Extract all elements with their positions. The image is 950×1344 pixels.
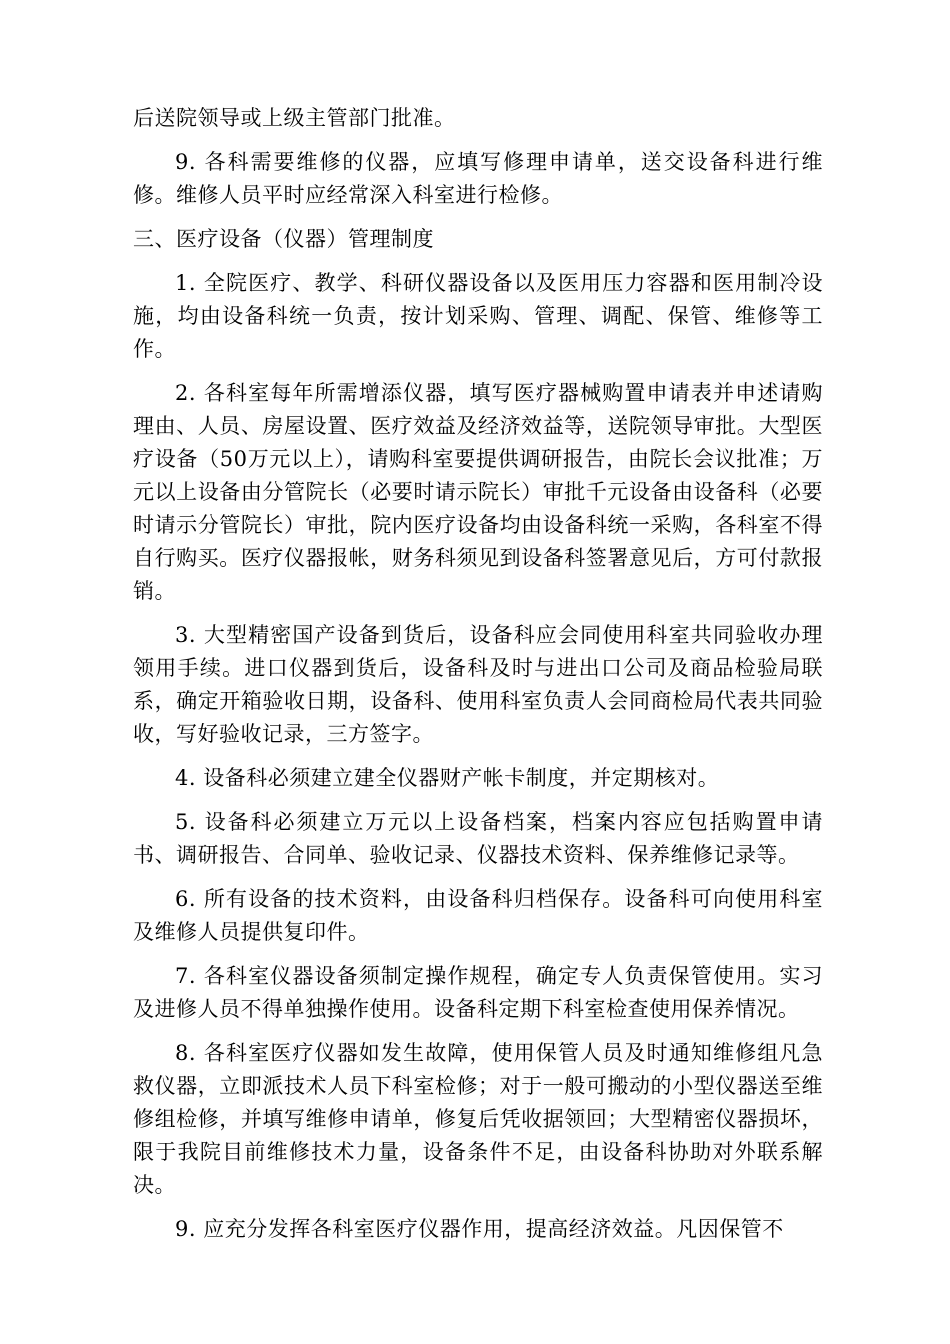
section-heading: 三、医疗设备（仪器）管理制度: [133, 227, 434, 251]
paragraph-continuation: 后送院领导或上级主管部门批准。: [133, 106, 456, 130]
paragraph-item-5: 5. 设备科必须建立万元以上设备档案，档案内容应包括购置申请书、调研报告、合同单、验收记录、仪器技术资料、保养维修记录等。: [133, 810, 823, 867]
paragraph-item-1: 1. 全院医疗、教学、科研仪器设备以及医用压力容器和医用制冷设施，均由设备科统一负责，按计划采购、管理、调配、保管、维修等工作。: [133, 271, 823, 361]
document-body: [133, 102, 823, 1257]
paragraph-item-4: 4. 设备科必须建立建全仪器财产帐卡制度，并定期核对。: [175, 766, 720, 790]
paragraph-item-8: 8. 各科室医疗仪器如发生故障，使用保管人员及时通知维修组凡急救仪器，立即派技术人员下科室检修；对于一般可搬动的小型仪器送至维修组检修，并填写维修申请单，修复后凭收据领回；大型精密仪器损坏，限于我院目前维修技术力量，设备条件不足，由设备科协助对外联系解决。: [133, 1041, 823, 1197]
paragraph-item-9-repair: 9. 各科需要维修的仪器，应填写修理申请单，送交设备科进行维修。维修人员平时应经常深入科室进行检修。: [133, 150, 823, 207]
paragraph-item-9: 9. 应充分发挥各科室医疗仪器作用，提高经济效益。凡因保管不: [175, 1217, 784, 1241]
paragraph-item-2: 2. 各科室每年所需增添仪器，填写医疗器械购置申请表并申述请购理由、人员、房屋设置、医疗效益及经济效益等，送院领导审批。大型医疗设备（50万元以上），请购科室要提供调研报告，由院长会议批准；万元以上设备由分管院长（必要时请示院长）审批千元设备由设备科（必要时请示分管院长）审批，院内医疗设备均由设备科统一采购，各科室不得自行购买。医疗仪器报帐，财务科须见到设备科签署意见后，方可付款报销。: [133, 381, 823, 603]
paragraph-item-3: 3. 大型精密国产设备到货后，设备科应会同使用科室共同验收办理领用手续。进口仪器到货后，设备科及时与进出口公司及商品检验局联系，确定开箱验收日期，设备科、使用科室负责人会同商检局代表共同验收，写好验收记录，三方签字。: [133, 623, 823, 746]
paragraph-item-6: 6. 所有设备的技术资料，由设备科归档保存。设备科可向使用科室及维修人员提供复印件。: [133, 887, 823, 944]
paragraph-item-7: 7. 各科室仪器设备须制定操作规程，确定专人负责保管使用。实习及进修人员不得单独操作使用。设备科定期下科室检查使用保养情况。: [133, 964, 823, 1021]
